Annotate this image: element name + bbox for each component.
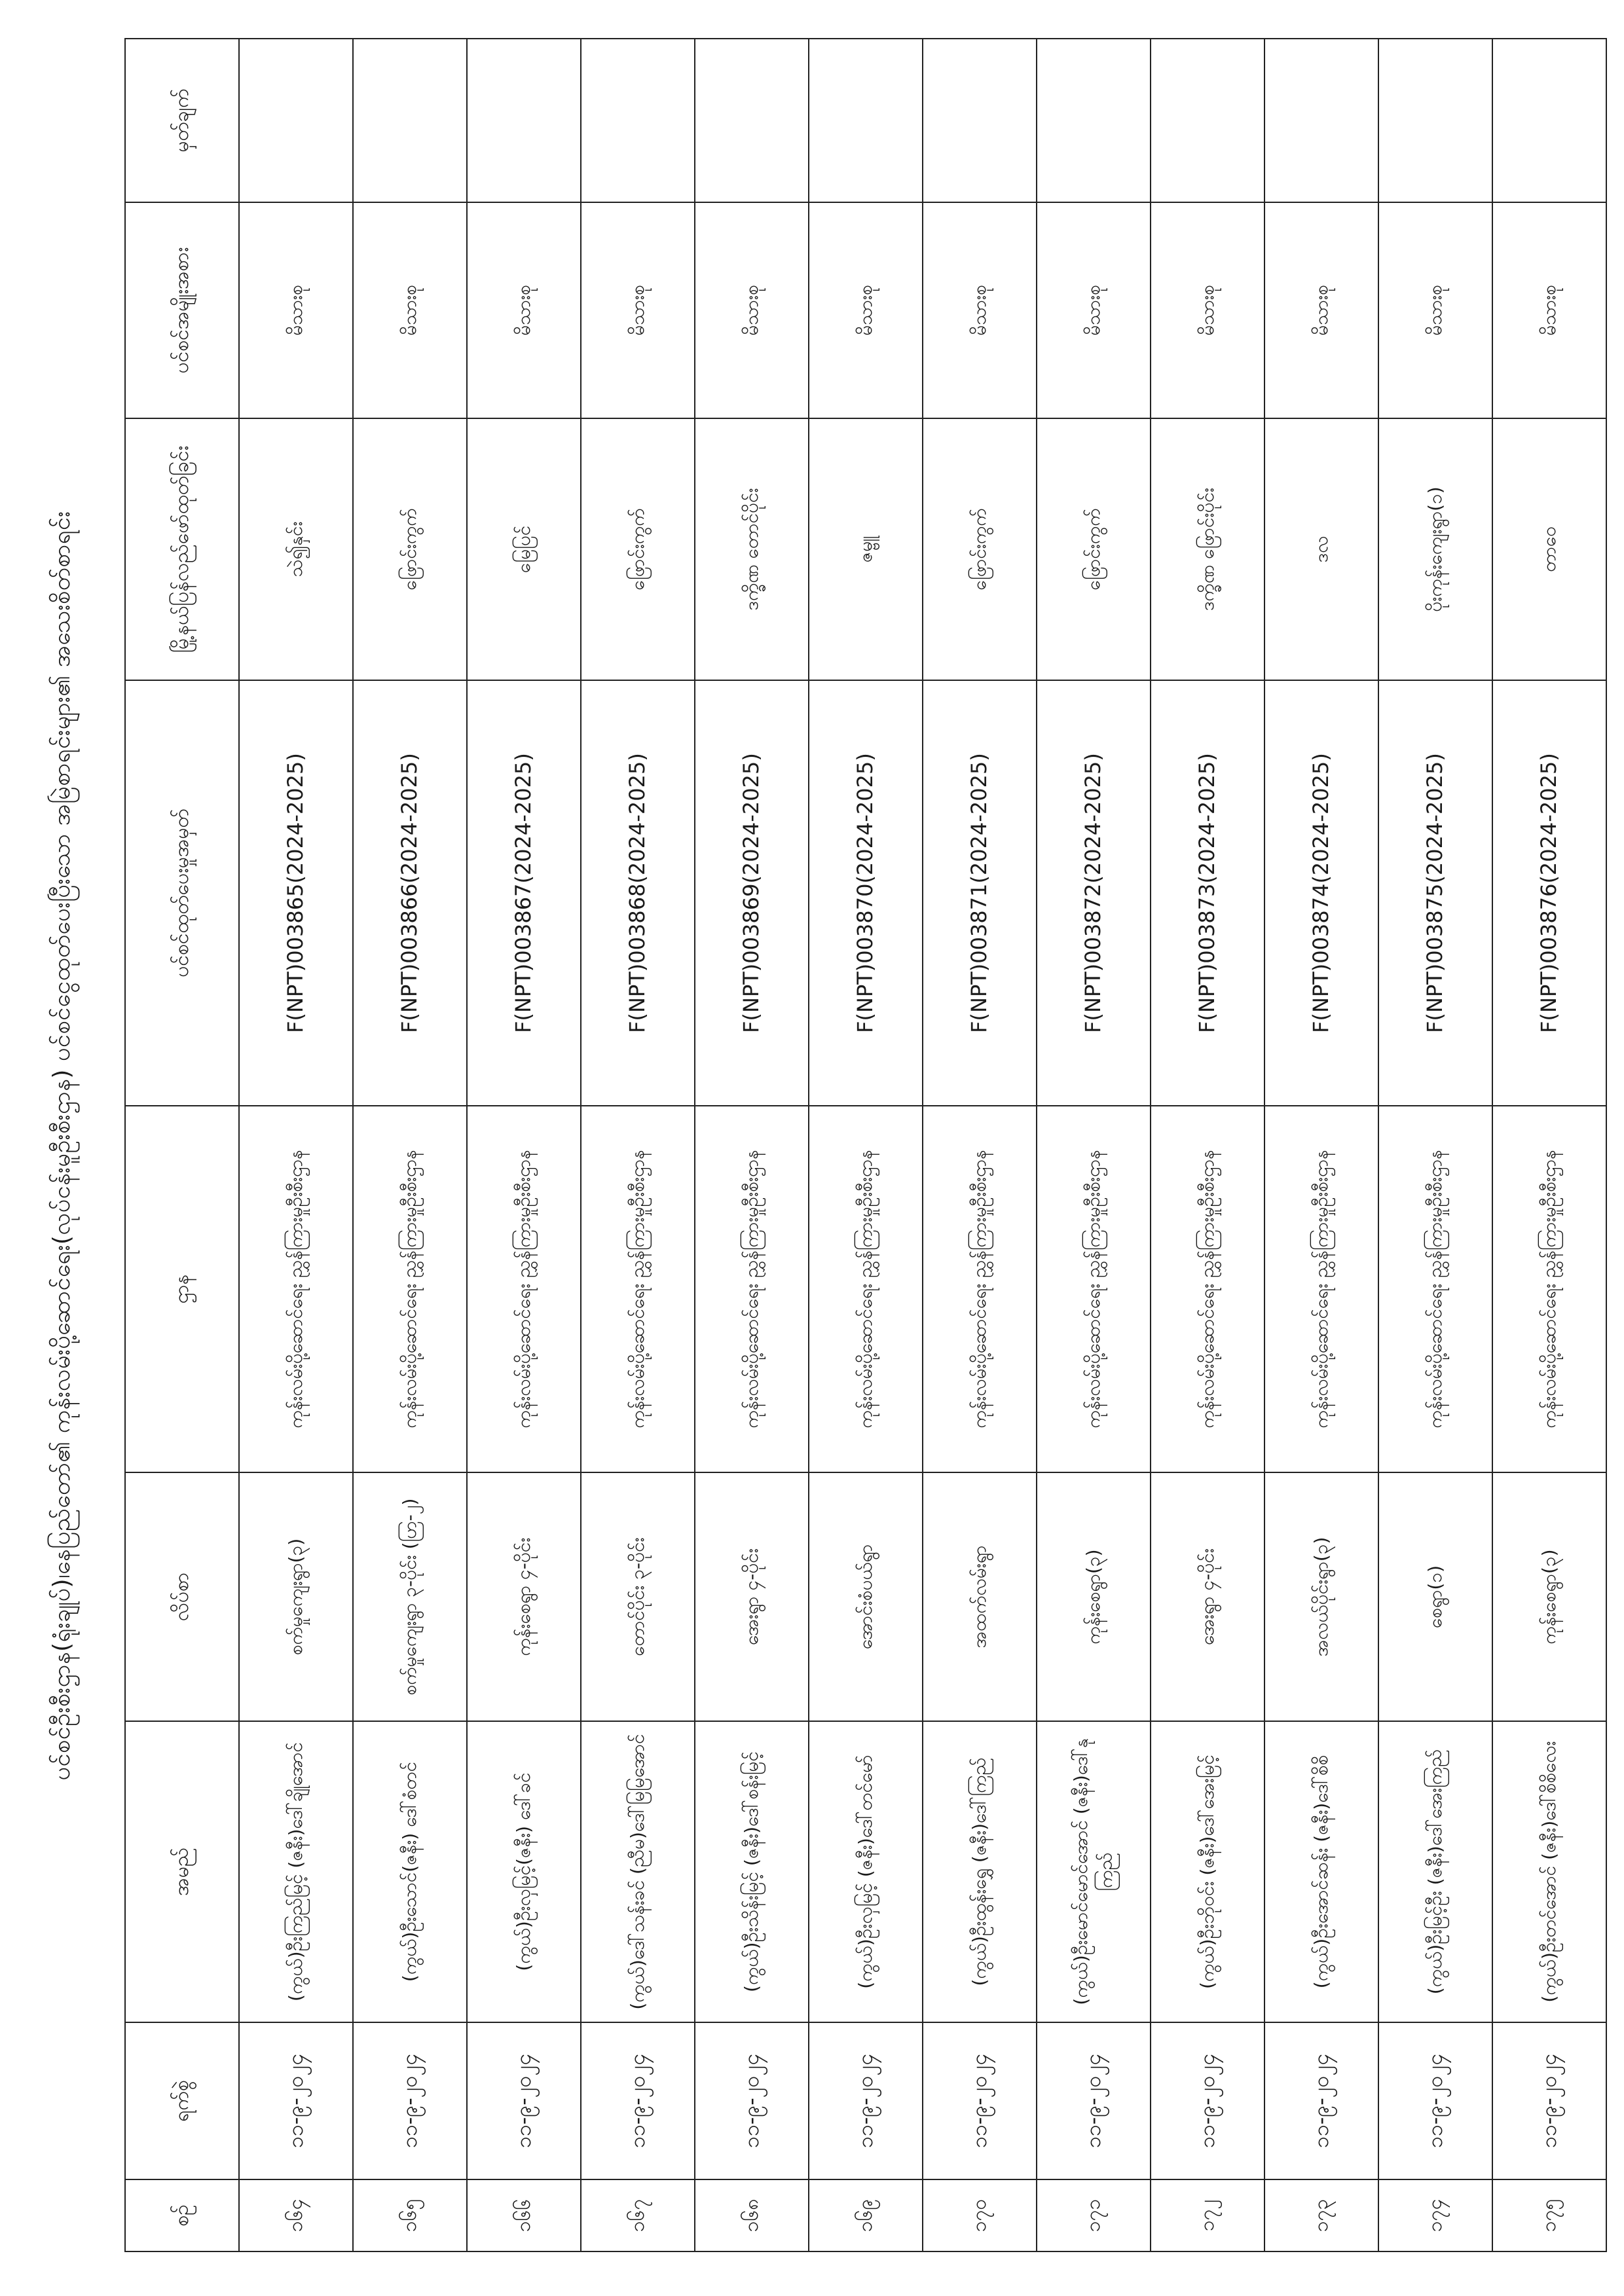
- cell-township: ဒလ: [1264, 418, 1378, 680]
- document-title: ပင်စင်ဦးစီးဌာန(ရုံးချုပ်)၊နေပြည်တော်၏ ကုန်းလမ်းပို့ဆောင်ရေး(လုပ်ငန်းမူဦးစီးဌာန) ပင်စင်ငွေထုတ်ပေးပြီးသော အမြဲစာရင်းများ၏ အသေးစိတ်စာရင်း: [48, 511, 75, 1781]
- cell-pension-no: F(NPT)003876(2024-2025): [1492, 680, 1606, 1106]
- cell-pension-type: မိသားစု: [1264, 202, 1378, 418]
- cell-no: ၁၇၄: [1378, 2179, 1492, 2251]
- cell-address: စက်မှုကျေးရွာ ၃-ပိုင်း (ဟြ-၂): [353, 1472, 467, 1721]
- cell-remark: [695, 39, 809, 202]
- cell-department: ကုန်းလမ်းပို့ဆောင်ရေး ညွှန်ကြားမှုဦးစီးဌာန: [1264, 1106, 1378, 1472]
- cell-department: ကုန်းလမ်းပို့ဆောင်ရေး ညွှန်ကြားမှုဦးစီးဌာန: [1492, 1106, 1606, 1472]
- cell-township: ဖြောင်းကွက်: [353, 418, 467, 680]
- cell-no: ၁၆၅: [353, 2179, 467, 2251]
- cell-date: ၁၁-၉-၂၀၂၄: [1037, 2022, 1151, 2179]
- table-row: [353, 39, 467, 2251]
- cell-address: စေရွာ(၁): [1378, 1472, 1492, 1721]
- cell-pension-no: F(NPT)003867(2024-2025): [467, 680, 581, 1106]
- cell-pension-no: F(NPT)003869(2024-2025): [695, 680, 809, 1106]
- cell-department: ကုန်းလမ်းပို့ဆောင်ရေး ညွှန်ကြားမှုဦးစီးဌာန: [239, 1106, 353, 1472]
- table-row: [1492, 39, 1606, 2251]
- cell-township: သဲ၍နှင်း: [239, 418, 353, 680]
- cell-address: အထက်လမ်းရွာ: [923, 1472, 1037, 1721]
- cell-date: ၁၁-၉-၂၀၂၄: [809, 2022, 923, 2179]
- cell-name: (ကွယ်)ဦးဘိုဝင်း (ဇနီး)ဒေါ်အေးမြင့်: [1151, 1721, 1264, 2022]
- cell-address: အောင်းစံပယ်ရွာ: [809, 1472, 923, 1721]
- cell-remark: [1151, 39, 1264, 202]
- header-no: စဉ်: [125, 2179, 239, 2251]
- cell-no: ၁၆၉: [809, 2179, 923, 2251]
- pension-table: [124, 38, 1607, 2252]
- cell-remark: [1492, 39, 1606, 202]
- cell-name: (ကွယ်)ဦးမောင်မောင်အောင် (ဇနီး)ဒေါ်နုကြည်: [1037, 1721, 1151, 2022]
- cell-township: ဖြောင်းကွက်: [581, 418, 695, 680]
- cell-remark: [1264, 39, 1378, 202]
- cell-remark: [809, 39, 923, 202]
- cell-remark: [353, 39, 467, 202]
- cell-address: ကုန်းစေရွာ ၄-ပိုင်း: [467, 1472, 581, 1721]
- cell-remark: [923, 39, 1037, 202]
- cell-pension-no: F(NPT)003875(2024-2025): [1378, 680, 1492, 1106]
- cell-remark: [239, 39, 353, 202]
- cell-pension-no: F(NPT)003866(2024-2025): [353, 680, 467, 1106]
- cell-name: (ကွယ်)ဦးတင်အောင် (ဇနီး)ဒေါ်စိစိလေး: [1492, 1721, 1606, 2022]
- cell-address: ကုန်းစေရွာ(၃): [1037, 1472, 1151, 1721]
- table-row: [695, 39, 809, 2251]
- cell-no: ၁၆၆: [467, 2179, 581, 2251]
- cell-pension-type: မိသားစု: [1151, 202, 1264, 418]
- cell-pension-no: F(NPT)003871(2024-2025): [923, 680, 1037, 1106]
- table-row: [239, 39, 353, 2251]
- cell-pension-type: မိသားစု: [353, 202, 467, 418]
- cell-pension-no: F(NPT)003870(2024-2025): [809, 680, 923, 1106]
- header-township: မြို့နယ်ပြန်လည်ဖော်ထုတ်ခြင်း: [125, 418, 239, 680]
- cell-pension-no: F(NPT)003872(2024-2025): [1037, 680, 1151, 1106]
- cell-no: ၁၆၄: [239, 2179, 353, 2251]
- cell-department: ကုန်းလမ်းပို့ဆောင်ရေး ညွှန်ကြားမှုဦးစီးဌာန: [695, 1106, 809, 1472]
- cell-no: ၁၇၀: [923, 2179, 1037, 2251]
- cell-remark: [467, 39, 581, 202]
- cell-date: ၁၁-၉-၂၀၂၄: [1264, 2022, 1378, 2179]
- cell-name: (ကွယ်)ဦးသိန်းမြင့် (ဇနီး)ဒေါ်စန်းမြင့်: [695, 1721, 809, 2022]
- table-row: [467, 39, 581, 2251]
- cell-township: ဒက္ခိဏ ဖြောင်းပိုင်း: [1151, 418, 1264, 680]
- cell-township: ဒက္ခိဏ တောင်ပိုင်း: [695, 418, 809, 680]
- cell-name: (ကွယ်)ဦးထွန်းရွှေ (ဇနီး)ဒေါ်ကြည်: [923, 1721, 1037, 2022]
- header-department: ဌာန: [125, 1106, 239, 1472]
- table-header-row: [125, 39, 239, 2251]
- cell-name: (ကွယ်)ဦးသောင်(ဇနီး) ဒေါ်စံတင်: [353, 1721, 467, 2022]
- cell-no: ၁၇၂: [1151, 2179, 1264, 2251]
- cell-township: ပိုးကုန်းကျေးရွာ(၁): [1378, 418, 1492, 680]
- cell-pension-type: မိသားစု: [923, 202, 1037, 418]
- cell-remark: [581, 39, 695, 202]
- cell-date: ၁၁-၉-၂၀၂၄: [695, 2022, 809, 2179]
- cell-name: (ကွယ်)ဦးလှမြင့်(ဇနီး) ဒေါ်ခင်: [467, 1721, 581, 2022]
- cell-township: ဖြောင်းကွက်: [1037, 418, 1151, 680]
- cell-pension-no: F(NPT)003874(2024-2025): [1264, 680, 1378, 1106]
- cell-pension-type: မိသားစု: [1492, 202, 1606, 418]
- cell-address: အေးရွာ ၄-ပိုင်း: [695, 1472, 809, 1721]
- cell-pension-type: မိသားစု: [809, 202, 923, 418]
- cell-date: ၁၁-၉-၂၀၂၄: [923, 2022, 1037, 2179]
- cell-department: ကုန်းလမ်းပို့ဆောင်ရေး ညွှန်ကြားမှုဦးစီးဌာန: [467, 1106, 581, 1472]
- header-pension-type: ပင်စင်အမျိုးအစား: [125, 202, 239, 418]
- cell-no: ၁၇၁: [1037, 2179, 1151, 2251]
- table-row: [1151, 39, 1264, 2251]
- cell-remark: [1037, 39, 1151, 202]
- cell-department: ကုန်းလမ်းပို့ဆောင်ရေး ညွှန်ကြားမှုဦးစီးဌာန: [353, 1106, 467, 1472]
- cell-address: တောင်ပိုင်း ၃-ပိုင်း: [581, 1472, 695, 1721]
- table-row: [581, 39, 695, 2251]
- cell-township: တာဝေ: [1492, 418, 1606, 680]
- header-remark: မှတ်ချက်: [125, 39, 239, 202]
- cell-name: (ကွယ်)ဒေါ်သန်းခင် (ညီမ)ဒေါ်မြမြအောင်: [581, 1721, 695, 2022]
- cell-name: (ကွယ်)ဦးလှမြင့် (ဇနီး)ဒေါ်တင်မော်: [809, 1721, 923, 2022]
- cell-department: ကုန်းလမ်းပို့ဆောင်ရေး ညွှန်ကြားမှုဦးစီးဌာန: [1151, 1106, 1264, 1472]
- cell-pension-type: မိသားစု: [1037, 202, 1151, 418]
- cell-pension-no: F(NPT)003865(2024-2025): [239, 680, 353, 1106]
- table-row: [1264, 39, 1378, 2251]
- rotated-sheet: [26, 26, 1598, 2265]
- cell-date: ၁၁-၉-၂၀၂၄: [581, 2022, 695, 2179]
- cell-pension-type: မိသားစု: [581, 202, 695, 418]
- cell-date: ၁၁-၉-၂၀၂၄: [239, 2022, 353, 2179]
- cell-township: မြေပြင်: [467, 418, 581, 680]
- cell-department: ကုန်းလမ်းပို့ဆောင်ရေး ညွှန်ကြားမှုဦးစီးဌာန: [581, 1106, 695, 1472]
- cell-pension-no: F(NPT)003868(2024-2025): [581, 680, 695, 1106]
- table-row: [923, 39, 1037, 2251]
- cell-department: ကုန်းလမ်းပို့ဆောင်ရေး ညွှန်ကြားမှုဦးစီးဌာန: [923, 1106, 1037, 1472]
- cell-date: ၁၁-၉-၂၀၂၄: [467, 2022, 581, 2179]
- cell-department: ကုန်းလမ်းပို့ဆောင်ရေး ညွှန်ကြားမှုဦးစီးဌာန: [1378, 1106, 1492, 1472]
- cell-no: ၁၇၃: [1264, 2179, 1378, 2251]
- cell-name: (ကွယ်)ဦးမြင့်ဦး (ဇနီး)ဒေါ်အေးကြည်: [1378, 1721, 1492, 2022]
- cell-address: အေးရွာ ၄-ပိုင်း: [1151, 1472, 1264, 1721]
- cell-date: ၁၁-၉-၂၀၂၄: [1378, 2022, 1492, 2179]
- cell-remark: [1378, 39, 1492, 202]
- cell-pension-type: မိသားစု: [695, 202, 809, 418]
- header-name: အမည်: [125, 1721, 239, 2022]
- cell-date: ၁၁-၉-၂၀၂၄: [1151, 2022, 1264, 2179]
- header-date: ရက်စွဲ: [125, 2022, 239, 2179]
- cell-address: အလယ်ပိုင်းရွာ(၃): [1264, 1472, 1378, 1721]
- cell-address: ကုန်းစေရွာ(၃): [1492, 1472, 1606, 1721]
- cell-no: ၁၆၈: [695, 2179, 809, 2251]
- table-row: [1037, 39, 1151, 2251]
- table-row: [1378, 39, 1492, 2251]
- cell-pension-type: မိသားစု: [239, 202, 353, 418]
- table-row: [809, 39, 923, 2251]
- cell-pension-no: F(NPT)003873(2024-2025): [1151, 680, 1264, 1106]
- cell-date: ၁၁-၉-၂၀၂၄: [353, 2022, 467, 2179]
- cell-address: စက်မှုကျေးရွာ(၃): [239, 1472, 353, 1721]
- cell-date: ၁၁-၉-၂၀၂၄: [1492, 2022, 1606, 2179]
- cell-name: (ကွယ်)ဦးကြည်မြင့် (ဇနီး)ဒေါ်ချိုအောင်: [239, 1721, 353, 2022]
- cell-township: ဇမ္ဗူ: [809, 418, 923, 680]
- header-address: လိပ်စာ: [125, 1472, 239, 1721]
- cell-no: ၁၇၅: [1492, 2179, 1606, 2251]
- cell-name: (ကွယ်)ဦးအောင်ဆန်း (ဇနီး)ဒေါ်စိစိ: [1264, 1721, 1378, 2022]
- cell-pension-type: မိသားစု: [1378, 202, 1492, 418]
- cell-township: ဖြောင်းကွက်: [923, 418, 1037, 680]
- cell-no: ၁၆၇: [581, 2179, 695, 2251]
- cell-department: ကုန်းလမ်းပို့ဆောင်ရေး ညွှန်ကြားမှုဦးစီးဌာန: [1037, 1106, 1151, 1472]
- cell-pension-type: မိသားစု: [467, 202, 581, 418]
- header-pension-no: ပင်စင်ထုတ်ပေးမှုအမှတ်: [125, 680, 239, 1106]
- cell-department: ကုန်းလမ်းပို့ဆောင်ရေး ညွှန်ကြားမှုဦးစီးဌာန: [809, 1106, 923, 1472]
